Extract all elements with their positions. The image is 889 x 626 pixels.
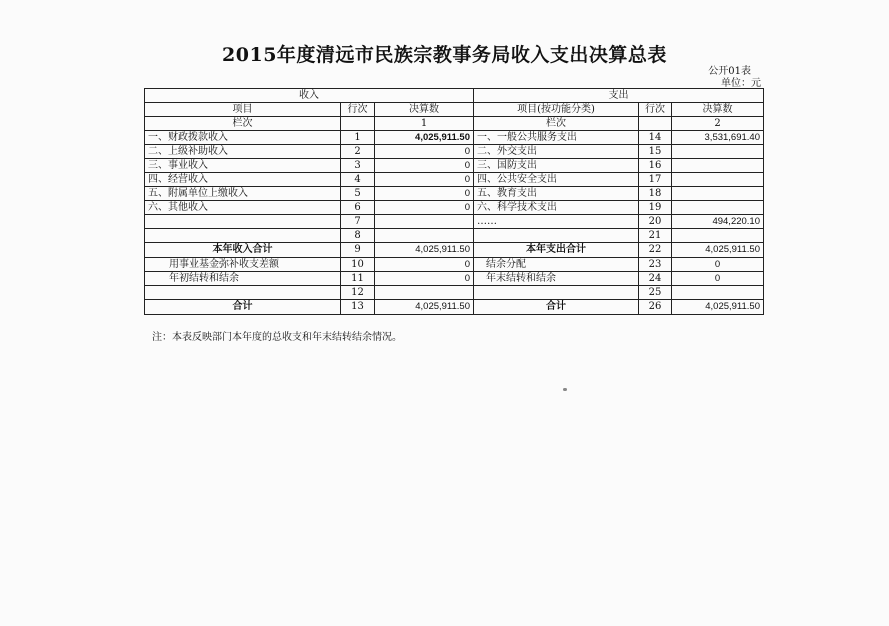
table-row (145, 258, 764, 272)
table-row (145, 243, 764, 258)
expense-total-value: 4,025,911.50 (672, 300, 764, 315)
expense-row-no: 20 (639, 215, 672, 229)
income-value: 0 (375, 201, 474, 215)
expense-label (474, 286, 639, 300)
income-row-no: 3 (341, 159, 375, 173)
income-value: 0 (375, 173, 474, 187)
expense-label: …… (474, 215, 639, 229)
expense-row-no: 21 (639, 229, 672, 243)
expense-column-no-label: 栏次 (474, 117, 639, 131)
income-expense-table (144, 88, 764, 315)
income-total-label: 合计 (145, 300, 341, 315)
expense-row-no: 15 (639, 145, 672, 159)
income-label: 三、事业收入 (145, 159, 341, 173)
expense-row-no: 14 (639, 131, 672, 145)
income-label (145, 286, 341, 300)
table-cell (639, 117, 672, 131)
income-label: 年初结转和结余 (145, 272, 341, 286)
expense-value (672, 145, 764, 159)
expense-row-no: 22 (639, 243, 672, 258)
income-row-no: 12 (341, 286, 375, 300)
expense-row-no: 19 (639, 201, 672, 215)
income-total-value: 4,025,911.50 (375, 300, 474, 315)
expense-item-header: 项目(按功能分类) (474, 103, 639, 117)
income-row-no: 13 (341, 300, 375, 315)
unit-label: 单位：元 (721, 78, 761, 89)
table-row (145, 215, 764, 229)
income-row-no: 4 (341, 173, 375, 187)
income-value (375, 215, 474, 229)
expense-label: 二、外交支出 (474, 145, 639, 159)
expense-row-no: 18 (639, 187, 672, 201)
income-value: 0 (375, 272, 474, 286)
expense-row-no-header: 行次 (639, 103, 672, 117)
income-label: 一、财政拨款收入 (145, 131, 341, 145)
income-value: 4,025,911.50 (375, 243, 474, 258)
income-value: 4,025,911.50 (375, 131, 474, 145)
income-row-no: 10 (341, 258, 375, 272)
expense-value: 4,025,911.50 (672, 243, 764, 258)
table-row (145, 145, 764, 159)
table-cell (341, 117, 375, 131)
expense-value: 3,531,691.40 (672, 131, 764, 145)
income-column-no: 1 (375, 117, 474, 131)
income-row-no-header: 行次 (341, 103, 375, 117)
income-row-no: 5 (341, 187, 375, 201)
table-row (145, 159, 764, 173)
income-value (375, 229, 474, 243)
expense-label (474, 229, 639, 243)
income-label: 用事业基金弥补收支差额 (145, 258, 341, 272)
expense-value (672, 201, 764, 215)
income-label: 四、经营收入 (145, 173, 341, 187)
expense-label: 五、教育支出 (474, 187, 639, 201)
table-row (145, 187, 764, 201)
expense-value (672, 173, 764, 187)
expense-value (672, 159, 764, 173)
income-row-no: 7 (341, 215, 375, 229)
income-row-no: 8 (341, 229, 375, 243)
expense-value (672, 286, 764, 300)
table-row (145, 272, 764, 286)
expense-value: 0 (672, 258, 764, 272)
expense-subtotal-label: 本年支出合计 (474, 243, 639, 258)
expense-row-no: 23 (639, 258, 672, 272)
income-amount-header: 决算数 (375, 103, 474, 117)
income-value: 0 (375, 145, 474, 159)
expense-value (672, 229, 764, 243)
income-label: 五、附属单位上缴收入 (145, 187, 341, 201)
income-value: 0 (375, 187, 474, 201)
income-label (145, 215, 341, 229)
expense-label: 结余分配 (474, 258, 639, 272)
expense-row-no: 24 (639, 272, 672, 286)
income-label: 六、其他收入 (145, 201, 341, 215)
income-section-header: 收入 (145, 89, 474, 103)
expense-label: 一、一般公共服务支出 (474, 131, 639, 145)
table-row (145, 173, 764, 187)
expense-value (672, 187, 764, 201)
expense-label: 四、公共安全支出 (474, 173, 639, 187)
income-item-header: 项目 (145, 103, 341, 117)
expense-row-no: 17 (639, 173, 672, 187)
expense-label: 三、国防支出 (474, 159, 639, 173)
income-value (375, 286, 474, 300)
expense-value: 0 (672, 272, 764, 286)
income-row-no: 6 (341, 201, 375, 215)
table-row (145, 229, 764, 243)
table-row (145, 300, 764, 315)
expense-section-header: 支出 (474, 89, 764, 103)
expense-amount-header: 决算数 (672, 103, 764, 117)
page-title: 2015年度清远市民族宗教事务局收入支出决算总表 (222, 44, 667, 66)
footnote: 注：本表反映部门本年度的总收支和年末结转结余情况。 (152, 332, 402, 343)
expense-label: 六、科学技术支出 (474, 201, 639, 215)
income-row-no: 11 (341, 272, 375, 286)
expense-row-no: 16 (639, 159, 672, 173)
expense-column-no: 2 (672, 117, 764, 131)
form-code: 公开01表 (708, 66, 751, 77)
expense-total-label: 合计 (474, 300, 639, 315)
income-label (145, 229, 341, 243)
expense-value: 494,220.10 (672, 215, 764, 229)
income-row-no: 9 (341, 243, 375, 258)
table-row (145, 201, 764, 215)
income-column-no-label: 栏次 (145, 117, 341, 131)
expense-label: 年末结转和结余 (474, 272, 639, 286)
table-row (145, 286, 764, 300)
income-value: 0 (375, 258, 474, 272)
income-subtotal-label: 本年收入合计 (145, 243, 341, 258)
scan-speck (563, 388, 567, 391)
income-value: 0 (375, 159, 474, 173)
expense-row-no: 26 (639, 300, 672, 315)
table-row (145, 131, 764, 145)
income-row-no: 2 (341, 145, 375, 159)
income-row-no: 1 (341, 131, 375, 145)
expense-row-no: 25 (639, 286, 672, 300)
income-label: 二、上级补助收入 (145, 145, 341, 159)
